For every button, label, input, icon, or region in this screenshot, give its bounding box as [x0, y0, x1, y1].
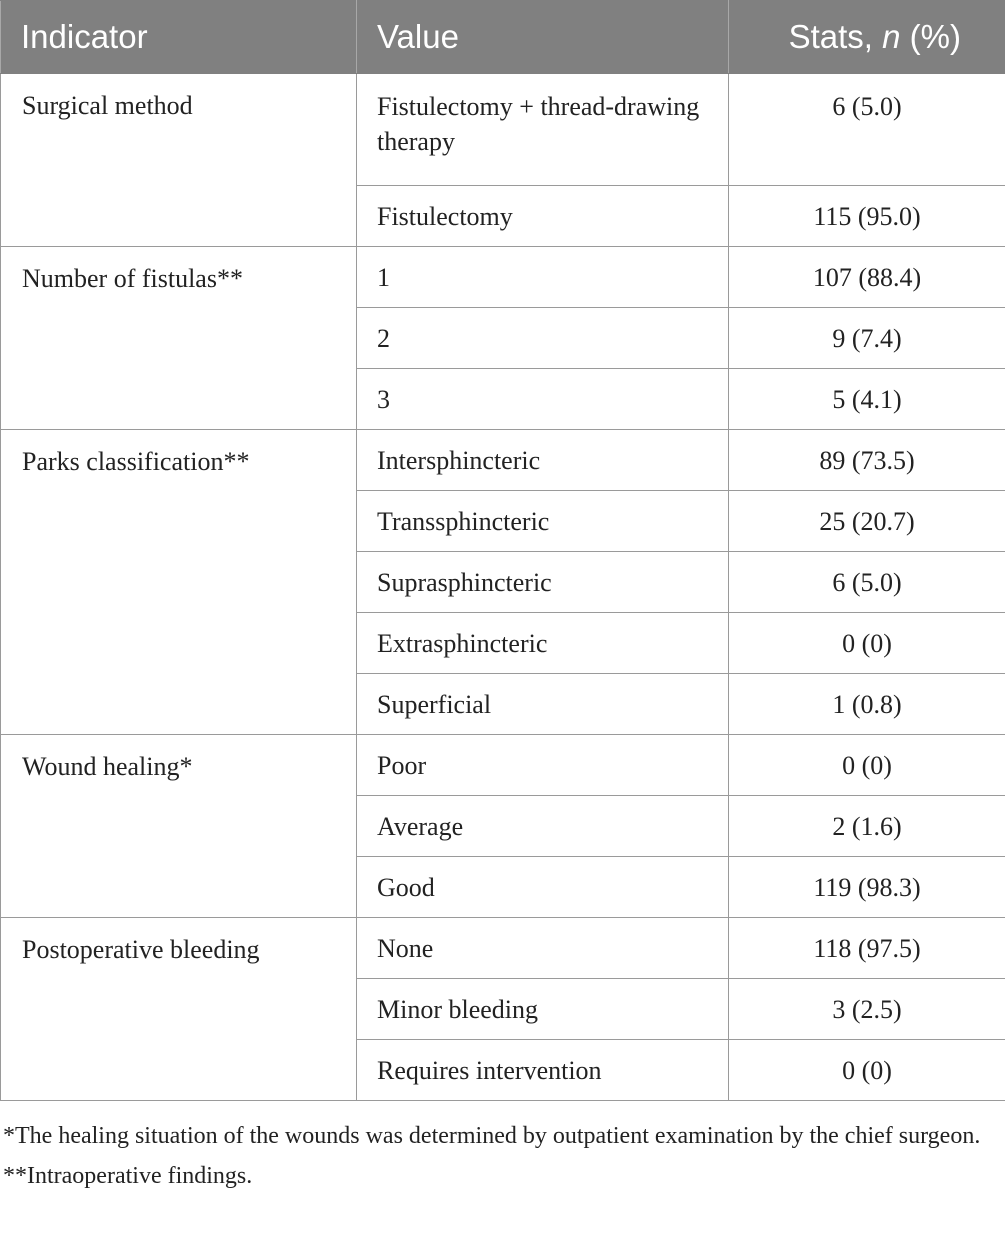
value-cell: Average	[357, 796, 729, 857]
value-cell: 3	[357, 369, 729, 430]
stat-cell: 25 (20.7)	[729, 491, 1005, 552]
table-row	[1, 247, 1005, 308]
indicator-column-header: Indicator	[1, 1, 357, 74]
stat-cell: 1 (0.8)	[729, 674, 1005, 735]
table-row	[1, 430, 1005, 491]
indicator-cell-postoperative-bleeding: Postoperative bleeding	[1, 918, 357, 1101]
stat-cell: 0 (0)	[729, 1040, 1005, 1101]
value-cell: Requires intervention	[357, 1040, 729, 1101]
stats-header-suffix: (%)	[900, 18, 961, 55]
footnote-single-star: *The healing situation of the wounds was determined by outpatient examination by the chief surgeon.	[3, 1123, 981, 1149]
value-cell: Superficial	[357, 674, 729, 735]
table-row	[1, 74, 1005, 186]
stat-cell: 9 (7.4)	[729, 308, 1005, 369]
value-cell: Good	[357, 857, 729, 918]
stats-column-header	[729, 1, 1005, 74]
table-footnotes	[3, 1118, 1003, 1194]
value-cell: 1	[357, 247, 729, 308]
value-column-header: Value	[357, 1, 729, 74]
value-cell: Extrasphincteric	[357, 613, 729, 674]
value-cell: Minor bleeding	[357, 979, 729, 1040]
stat-cell: 6 (5.0)	[729, 552, 1005, 613]
stats-header-n: n	[882, 18, 901, 55]
table-row	[1, 918, 1005, 979]
value-cell: Fistulectomy + thread-drawing therapy	[357, 74, 729, 186]
stat-cell: 5 (4.1)	[729, 369, 1005, 430]
table-header-row	[1, 1, 1005, 74]
indicator-cell-number-of-fistulas: Number of fistulas**	[1, 247, 357, 430]
stat-cell: 107 (88.4)	[729, 247, 1005, 308]
stats-header-prefix: Stats,	[788, 18, 883, 55]
stat-cell: 0 (0)	[729, 613, 1005, 674]
value-cell: 2	[357, 308, 729, 369]
stat-cell: 119 (98.3)	[729, 857, 1005, 918]
indicator-cell-surgical-method: Surgical method	[1, 74, 357, 247]
value-cell: Fistulectomy	[357, 186, 729, 247]
value-cell: Poor	[357, 735, 729, 796]
stat-cell: 6 (5.0)	[729, 74, 1005, 186]
value-cell: Suprasphincteric	[357, 552, 729, 613]
indicator-cell-parks-classification: Parks classification**	[1, 430, 357, 735]
stat-cell: 0 (0)	[729, 735, 1005, 796]
table-row	[1, 735, 1005, 796]
stat-cell: 118 (97.5)	[729, 918, 1005, 979]
value-cell: None	[357, 918, 729, 979]
stat-cell: 115 (95.0)	[729, 186, 1005, 247]
stat-cell: 3 (2.5)	[729, 979, 1005, 1040]
value-cell: Transsphincteric	[357, 491, 729, 552]
stat-cell: 89 (73.5)	[729, 430, 1005, 491]
indicator-cell-wound-healing: Wound healing*	[1, 735, 357, 918]
stat-cell: 2 (1.6)	[729, 796, 1005, 857]
footnote-double-star: **Intraoperative findings.	[3, 1163, 253, 1189]
value-cell: Intersphincteric	[357, 430, 729, 491]
